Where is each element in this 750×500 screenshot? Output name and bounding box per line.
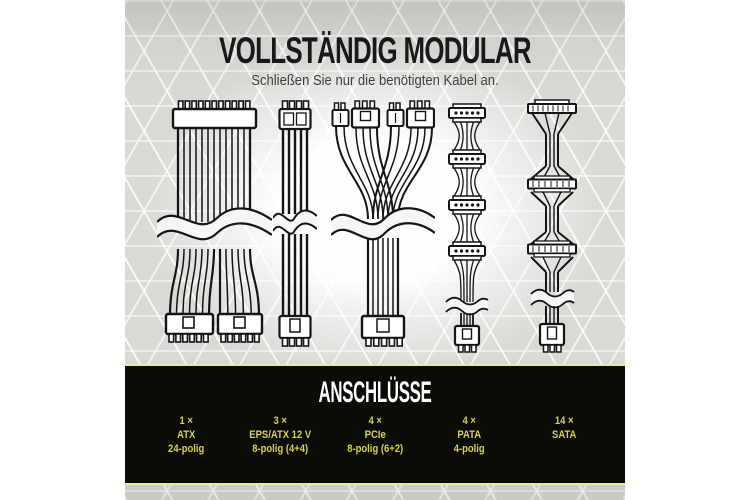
spec-name: PATA (457, 429, 482, 441)
spec-count: 14 × (554, 415, 574, 427)
spec-detail: 8-polig (4+4) (252, 443, 309, 455)
connection-spec-atx (146, 414, 227, 456)
spec-detail: 24-polig (168, 443, 205, 455)
spec-count: 1 × (179, 415, 193, 427)
spec-count: 3 × (273, 415, 288, 427)
spec-name: EPS/ATX 12 V (249, 429, 312, 441)
pata-cable-icon (443, 98, 491, 360)
connections-title: ANSCHLÜSSE (318, 376, 432, 409)
spec-detail: 8-polig (6+2) (347, 443, 404, 455)
eps-atx12v-cable-icon (273, 98, 317, 360)
page-title: VOLLSTÄNDIG MODULAR (219, 30, 531, 71)
connection-spec-eps (240, 414, 321, 456)
page-subtitle: Schließen Sie nur die benötigten Kabel an. (251, 72, 499, 89)
pcie-cable-icon (331, 98, 435, 360)
spec-name: PCIe (364, 429, 386, 441)
atx-24pin-cable-icon (157, 98, 272, 360)
spec-count: 4 × (368, 415, 382, 427)
spec-count: 4 × (462, 415, 477, 427)
connections-panel (125, 364, 625, 485)
connection-spec-columns (139, 414, 611, 456)
connection-spec-pcie (334, 414, 415, 456)
connection-spec-sata (523, 414, 604, 456)
spec-name: ATX (177, 429, 196, 441)
spec-name: SATA (551, 429, 577, 441)
cable-illustration-row (125, 98, 625, 362)
sata-cable-icon (525, 98, 579, 360)
spec-detail: 4-polig (453, 443, 485, 455)
patterned-background-panel (125, 0, 625, 500)
connection-spec-pata (429, 414, 510, 456)
